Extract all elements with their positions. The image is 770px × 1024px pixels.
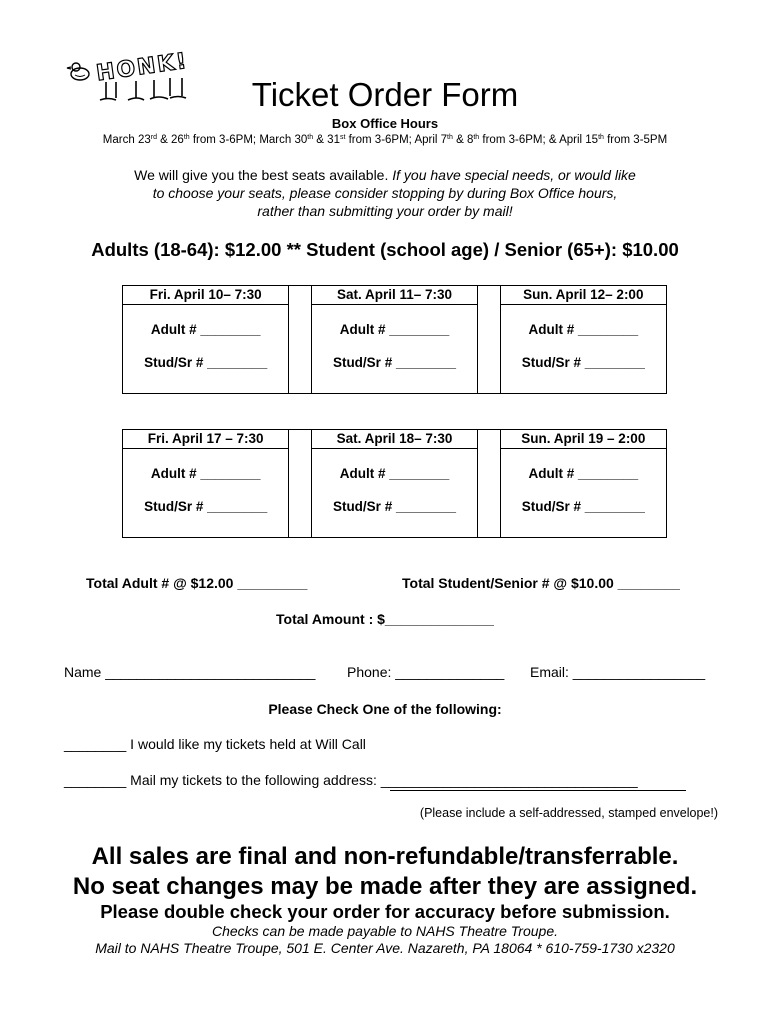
student-senior-count-field: Stud/Sr # ________ <box>332 499 457 514</box>
student-senior-count-field: Stud/Sr # ________ <box>332 355 457 370</box>
ticket-count-cell[interactable] <box>500 305 666 394</box>
will-call-option[interactable]: ________ I would like my tickets held at Will Call <box>64 736 366 752</box>
checks-payable-note: Checks can be made payable to NAHS Theatre Troupe. <box>211 923 559 939</box>
ticket-count-cell[interactable] <box>311 449 477 538</box>
performance-table-week-2 <box>122 429 667 538</box>
ticket-count-cell[interactable] <box>311 305 477 394</box>
intro-plain: We will give you the best seats available. <box>134 167 389 183</box>
mailing-address: Mail to NAHS Theatre Troupe, 501 E. Center Ave. Nazareth, PA 18064 * 610-759-1730 x2320 <box>95 940 675 956</box>
performance-day: Sat. April 11– 7:30 <box>311 286 477 305</box>
student-senior-count-field: Stud/Sr # ________ <box>521 355 645 370</box>
name-field[interactable]: Name ___________________________ <box>64 664 316 680</box>
performance-day: Sun. April 19 – 2:00 <box>500 430 666 449</box>
logo-lettering: HONK! <box>94 48 190 87</box>
adult-count-field: Adult # ________ <box>339 322 450 337</box>
performance-day: Fri. April 17 – 7:30 <box>123 430 289 449</box>
envelope-note: (Please include a self-addressed, stamped envelope!) <box>419 806 718 820</box>
address-line-2[interactable] <box>390 790 686 791</box>
adult-count-field: Adult # ________ <box>339 466 450 481</box>
total-student-senior-field[interactable]: Total Student/Senior # @ $10.00 ________ <box>402 575 680 591</box>
total-adult-field[interactable]: Total Adult # @ $12.00 _________ <box>86 575 308 591</box>
student-senior-count-field: Stud/Sr # ________ <box>144 355 268 370</box>
ticket-count-cell[interactable] <box>123 449 289 538</box>
mail-tickets-option[interactable]: ________ Mail my tickets to the following address: _________________________________ <box>64 772 638 788</box>
seat-change-notice: No seat changes may be made after they are assigned. <box>72 873 698 900</box>
phone-field[interactable]: Phone: ______________ <box>347 664 505 680</box>
performance-day: Sun. April 12– 2:00 <box>500 286 666 305</box>
ticket-count-cell[interactable] <box>500 449 666 538</box>
ticket-count-cell[interactable] <box>123 305 289 394</box>
box-office-hours: March 23rd & 26th from 3-6PM; March 30th & 31st from 3-6PM; April 7th & 8th from 3-6PM; & April 15th from 3-5PM <box>102 134 668 146</box>
email-field[interactable]: Email: _________________ <box>530 664 706 680</box>
performance-day: Fri. April 10– 7:30 <box>123 286 289 305</box>
adult-count-field: Adult # ________ <box>150 322 261 337</box>
adult-count-field: Adult # ________ <box>150 466 261 481</box>
intro-text <box>0 166 770 220</box>
total-amount-field[interactable]: Total Amount : $______________ <box>276 611 494 627</box>
page-title: Ticket Order Form <box>251 76 519 113</box>
student-senior-count-field: Stud/Sr # ________ <box>144 499 268 514</box>
intro-italic-2: to choose your seats, please consider stopping by during Box Office hours, <box>152 185 618 201</box>
box-office-heading: Box Office Hours <box>331 116 439 131</box>
performance-table-week-1 <box>122 285 667 394</box>
performance-day: Sat. April 18– 7:30 <box>311 430 477 449</box>
double-check-notice: Please double check your order for accuracy before submission. <box>100 901 670 922</box>
intro-italic-3: rather than submitting your order by mail! <box>257 203 513 219</box>
student-senior-count-field: Stud/Sr # ________ <box>521 499 645 514</box>
final-sales-notice: All sales are final and non-refundable/transferrable. <box>91 843 679 870</box>
check-one-heading: Please Check One of the following: <box>268 701 502 717</box>
adult-count-field: Adult # ________ <box>528 466 639 481</box>
price-line: Adults (18-64): $12.00 ** Student (school age) / Senior (65+): $10.00 <box>91 239 679 260</box>
intro-italic-1: If you have special needs, or would like <box>392 167 636 183</box>
adult-count-field: Adult # ________ <box>528 322 639 337</box>
